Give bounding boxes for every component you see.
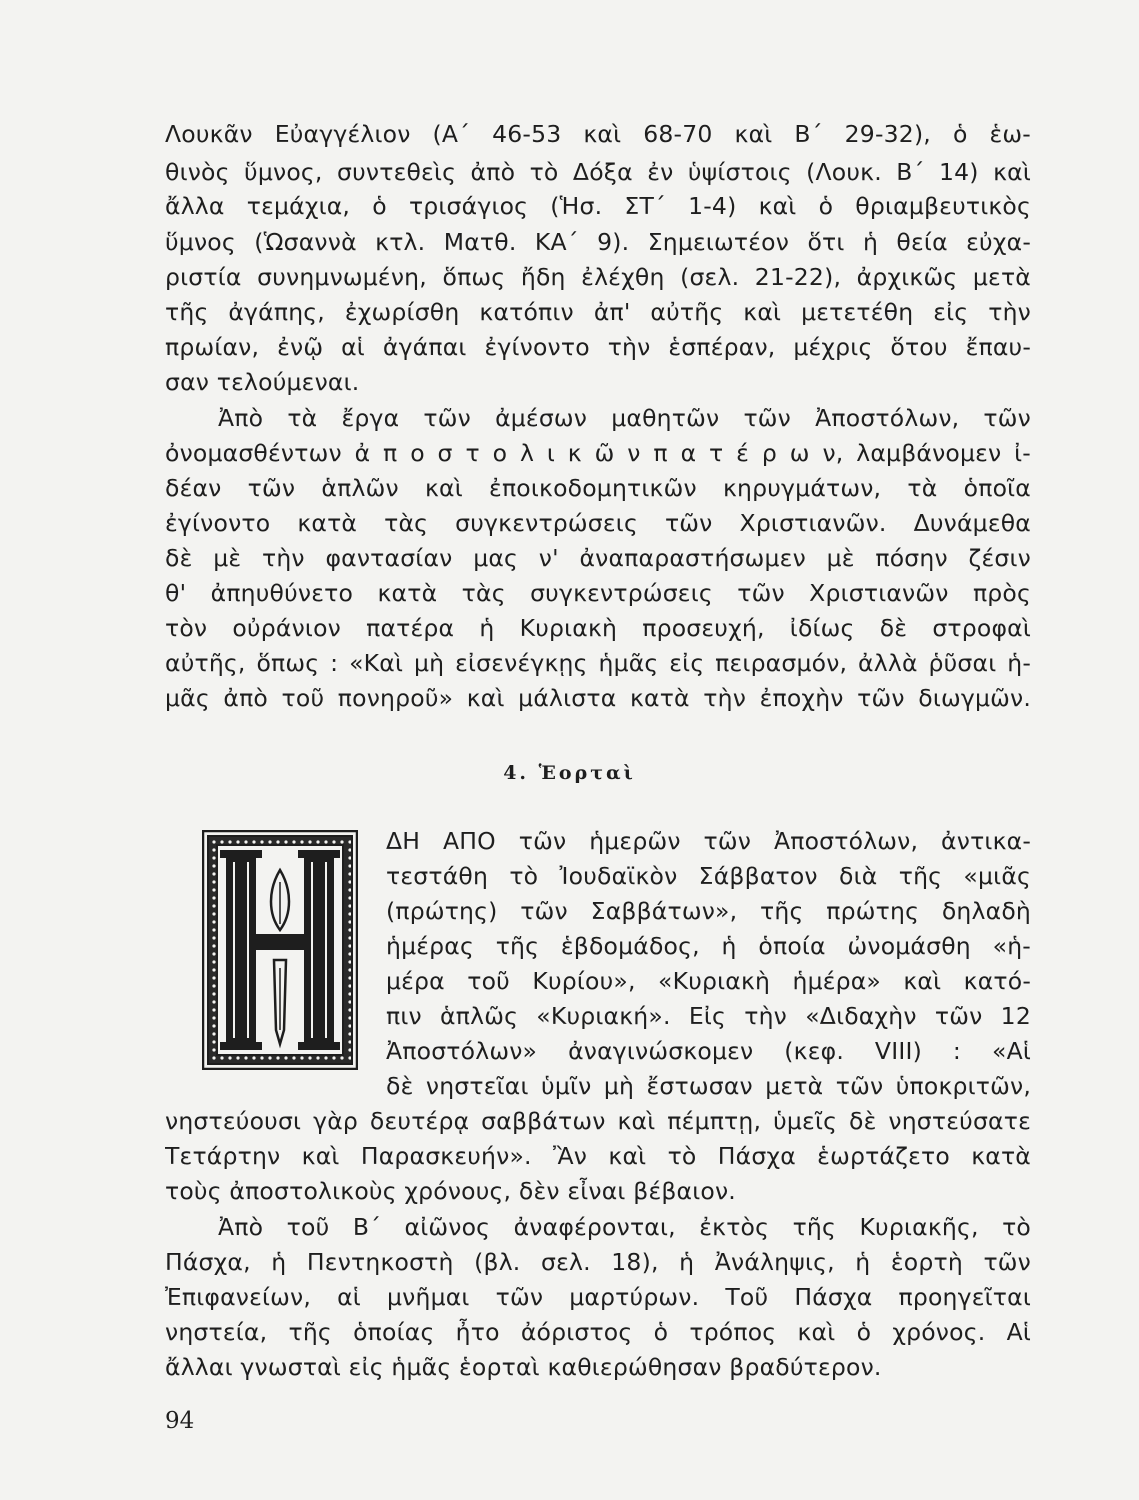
text-line: μέρα τοῦ Κυρίου», «Κυριακὴ ἡμέρα» καὶ κατό- — [386, 967, 1031, 995]
text-line: νηστεύουσι γὰρ δευτέρᾳ σαββάτων καὶ πέμπτῃ, ὑμεῖς δὲ νηστεύσατε — [165, 1107, 1031, 1135]
text-line: ἄλλα τεμάχια, ὁ τρισάγιος (Ἡσ. ΣΤ΄ 1-4) καὶ ὁ θριαμβευτικὸς — [165, 192, 1031, 220]
text-line: θινὸς ὕμνος, συντεθεὶς ἀπὸ τὸ Δόξα ἐν ὑψίστοις (Λουκ. Β΄ 14) καὶ — [165, 158, 1031, 186]
text-line: Ἀποστόλων» ἀναγινώσκομεν (κεφ. VIII) : «Αἱ — [386, 1037, 1031, 1065]
text-line: τεστάθη τὸ Ἰουδαϊκὸν Σάββατον διὰ τῆς «μιᾶς — [386, 862, 1031, 890]
text-line: ριστία συνημνωμένη, ὅπως ἤδη ἐλέχθη (σελ. 21-22), ἀρχικῶς μετὰ — [165, 263, 1031, 291]
text-line: ὀνομασθέντων ἀ π ο σ τ ο λ ι κ ῶ ν π α τ έ ρ ω ν, λαμβάνομεν ἰ- — [165, 439, 1031, 467]
text-line: Πάσχα, ἡ Πεντηκοστὴ (βλ. σελ. 18), ἡ Ἀνάληψις, ἡ ἑορτὴ τῶν — [165, 1248, 1031, 1276]
text-line: ἡμέρας τῆς ἑβδομάδος, ἡ ὁποία ὠνομάσθη «ἡ- — [386, 932, 1031, 960]
text-line: θ' ἀπηυθύνετο κατὰ τὰς συγκεντρώσεις τῶν Χριστιανῶν πρὸς — [165, 579, 1031, 607]
section-heading: 4. Ἑορταὶ — [503, 762, 636, 784]
text-line: Ἀπὸ τὰ ἔργα τῶν ἀμέσων μαθητῶν τῶν Ἀποστόλων, τῶν — [218, 404, 1031, 432]
text-line: μᾶς ἀπὸ τοῦ πονηροῦ» καὶ μάλιστα κατὰ τὴν ἐποχὴν τῶν διωγμῶν. — [165, 684, 1031, 712]
page-number: 94 — [165, 1408, 195, 1434]
text-line: Ἐπιφανείων, αἱ μνῆμαι τῶν μαρτύρων. Τοῦ Πάσχα προηγεῖται — [165, 1283, 1031, 1311]
text-line: ΔΗ ΑΠΟ τῶν ἡμερῶν τῶν Ἀποστόλων, ἀντικα- — [386, 827, 1031, 855]
text-line: τῆς ἀγάπης, ἐχωρίσθη κατόπιν ἀπ' αὐτῆς καὶ μετετέθη εἰς τὴν — [165, 298, 1031, 326]
text-line: ἐγίνοντο κατὰ τὰς συγκεντρώσεις τῶν Χριστιανῶν. Δυνάμεθα — [165, 509, 1031, 537]
drop-cap-ornament — [202, 830, 358, 1070]
text-line: (πρώτης) τῶν Σαββάτων», τῆς πρώτης δηλαδὴ — [386, 897, 1031, 925]
text-line: Ἀπὸ τοῦ Β΄ αἰῶνος ἀναφέρονται, ἐκτὸς τῆς Κυριακῆς, τὸ — [218, 1213, 1031, 1241]
text-line: τοὺς ἀποστολικοὺς χρόνους, δὲν εἶναι βέβαιον. — [165, 1177, 736, 1205]
text-line: δὲ μὲ τὴν φαντασίαν μας ν' ἀναπαραστήσωμεν μὲ πόσην ζέσιν — [165, 544, 1031, 572]
text-line: ὕμνος (Ὡσαννὰ κτλ. Ματθ. ΚΑ΄ 9). Σημειωτέον ὅτι ἡ θεία εὐχα- — [165, 228, 1031, 256]
text-line: αὐτῆς, ὅπως : «Καὶ μὴ εἰσενέγκῃς ἡμᾶς εἰς πειρασμόν, ἀλλὰ ῥῦσαι ἡ- — [165, 649, 1031, 677]
text-line: Τετάρτην καὶ Παρασκευήν». Ἂν καὶ τὸ Πάσχα ἑωρτάζετο κατὰ — [165, 1142, 1031, 1170]
text-line: ἄλλαι γνωσταὶ εἰς ἡμᾶς ἑορταὶ καθιερώθησαν βραδύτερον. — [165, 1353, 882, 1381]
text-line: Λουκᾶν Εὐαγγέλιον (Α΄ 46-53 καὶ 68-70 καὶ Β΄ 29-32), ὁ ἑω- — [165, 120, 1031, 148]
text-line: πρωίαν, ἐνῷ αἱ ἀγάπαι ἐγίνοντο τὴν ἑσπέραν, μέχρις ὅτου ἔπαυ- — [165, 333, 1031, 361]
text-line: σαν τελούμεναι. — [165, 368, 360, 396]
text-line: δέαν τῶν ἁπλῶν καὶ ἐποικοδομητικῶν κηρυγμάτων, τὰ ὁποῖα — [165, 474, 1031, 502]
text-line: νηστεία, τῆς ὁποίας ἦτο ἀόριστος ὁ τρόπος καὶ ὁ χρόνος. Αἱ — [165, 1318, 1031, 1346]
text-line: τὸν οὐράνιον πατέρα ἡ Κυριακὴ προσευχή, ἰδίως δὲ στροφαὶ — [165, 614, 1031, 642]
text-line: πιν ἁπλῶς «Κυριακή». Εἰς τὴν «Διδαχὴν τῶν 12 — [386, 1002, 1031, 1030]
text-line: δὲ νηστεῖαι ὑμῖν μὴ ἔστωσαν μετὰ τῶν ὑποκριτῶν, — [386, 1072, 1031, 1100]
